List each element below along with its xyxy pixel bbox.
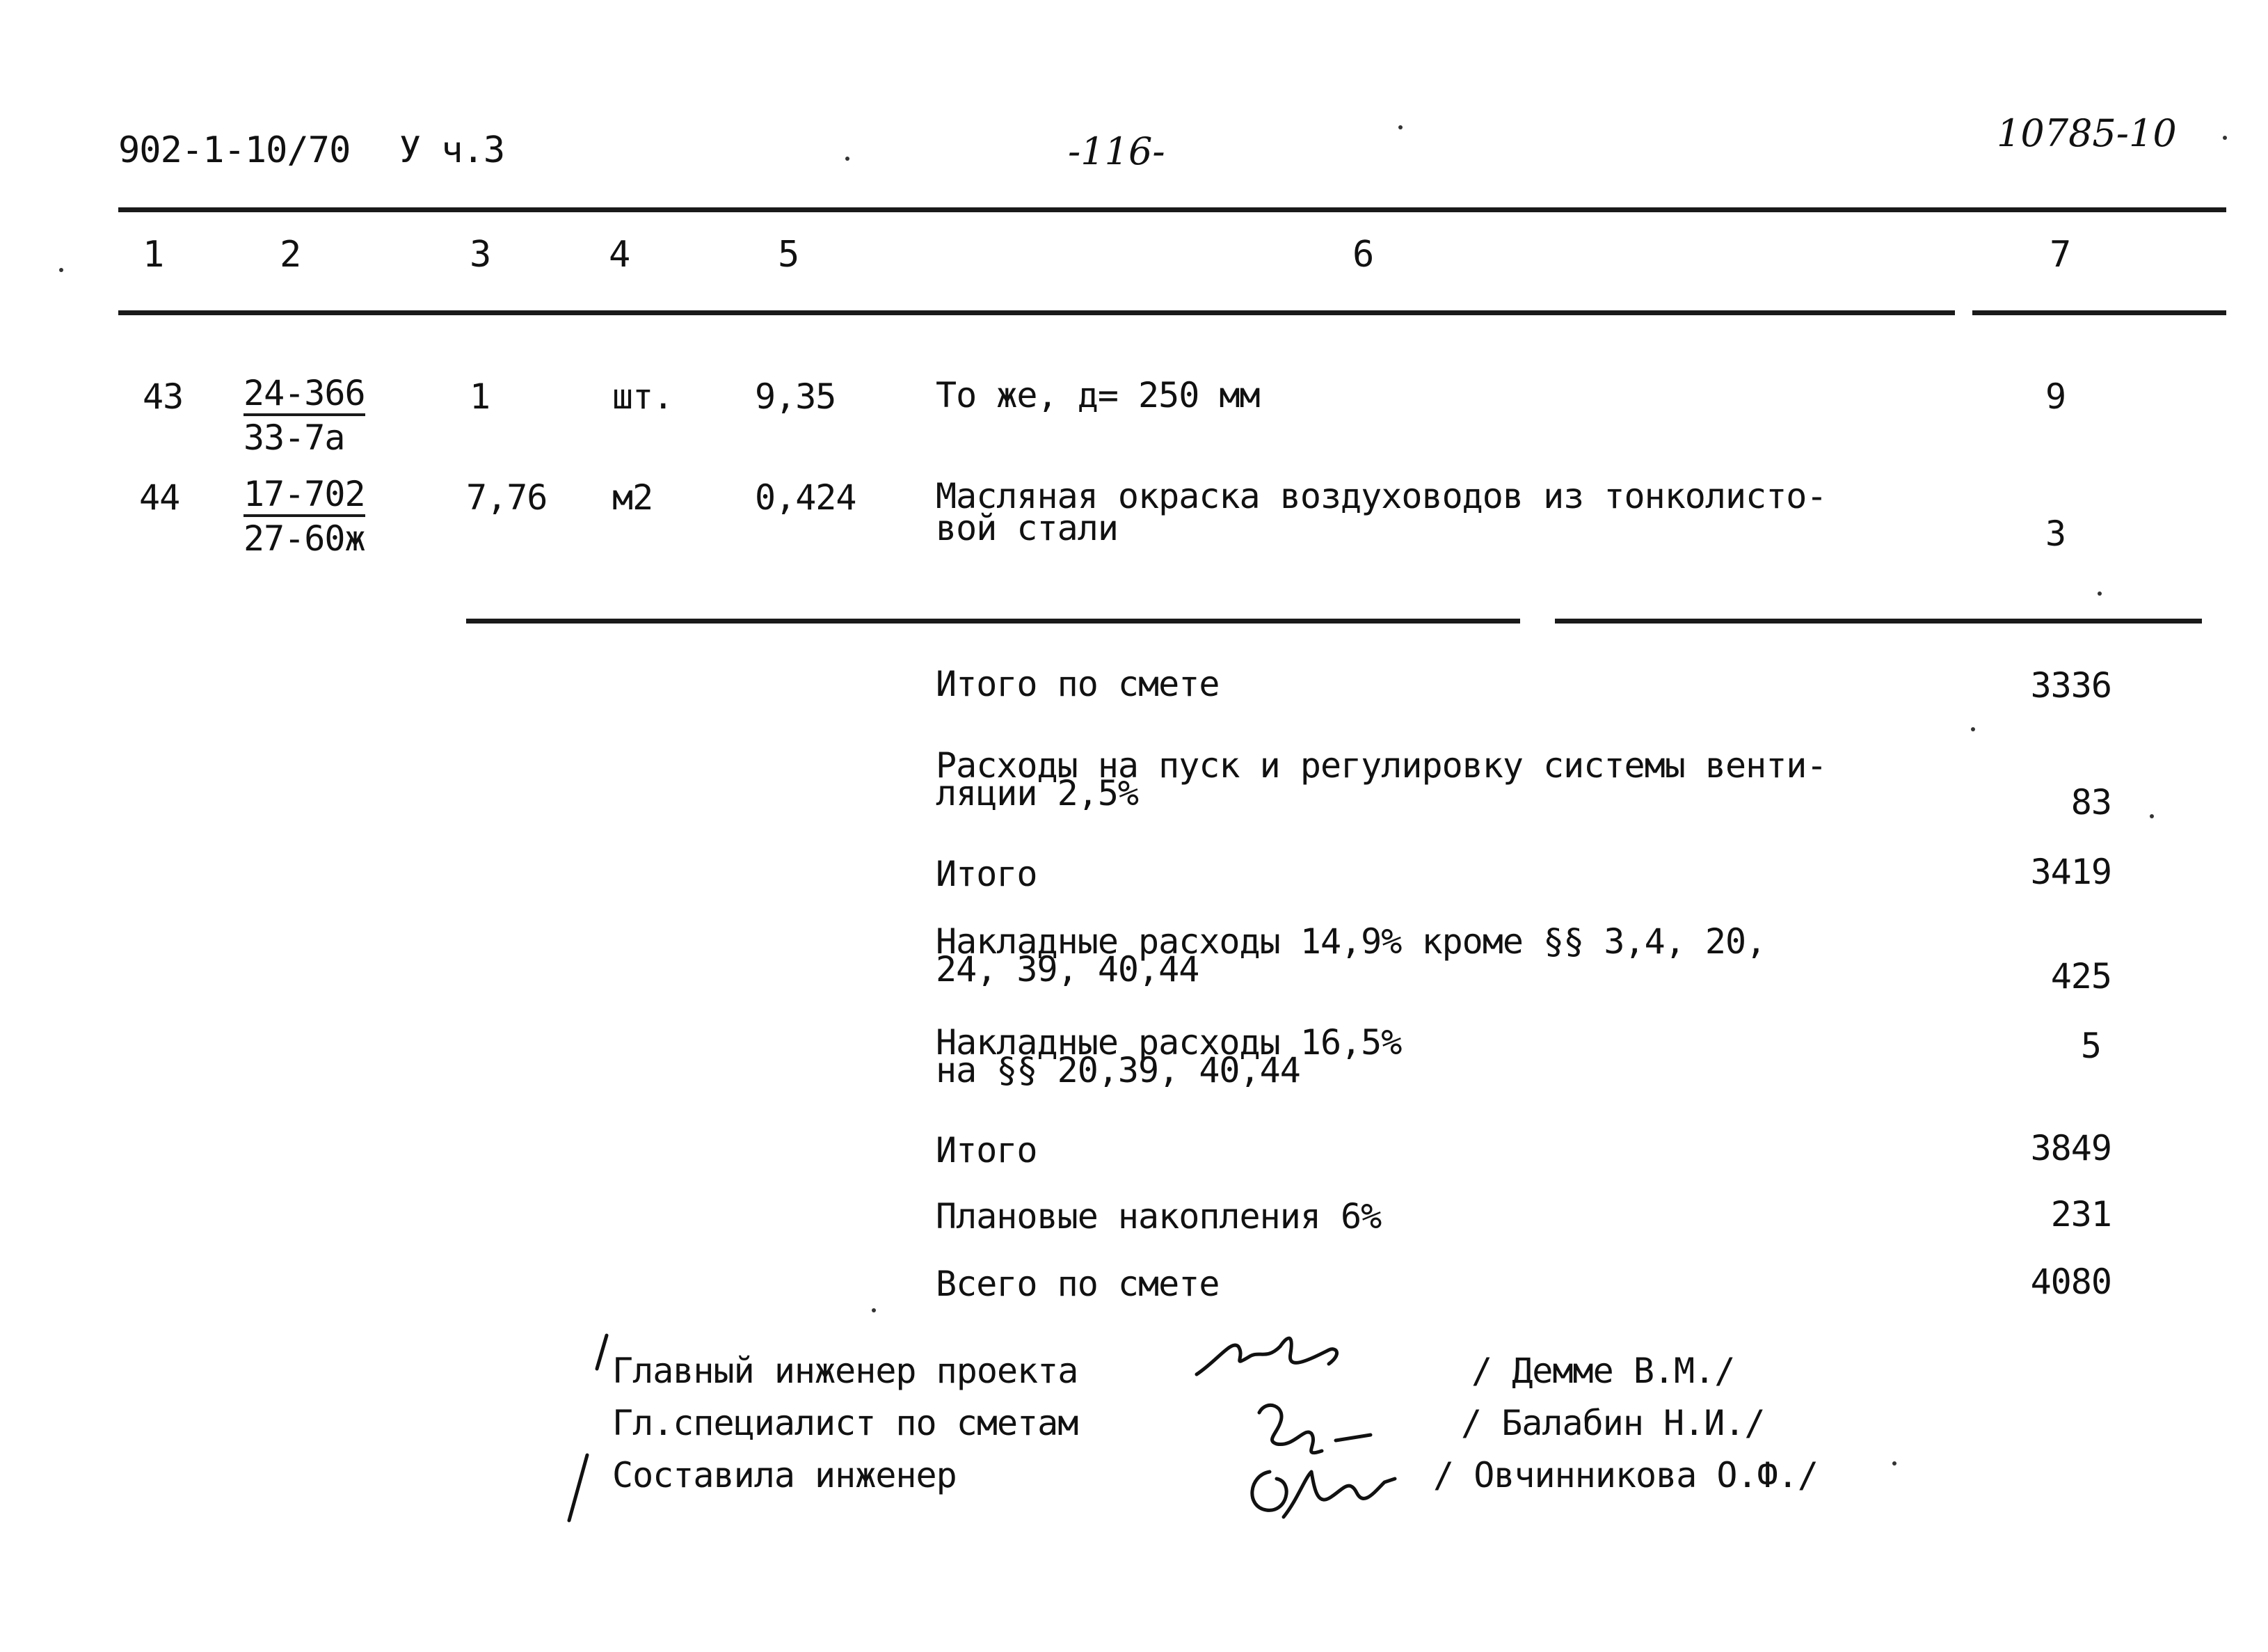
header-bottom-rule-left [118, 310, 1955, 315]
signature-name: / Демме В.М./ [1471, 1351, 1735, 1391]
row-total: 9 [2045, 376, 2066, 417]
table-top-rule [118, 207, 2226, 212]
header-bottom-rule-right [1972, 310, 2226, 315]
signature-role: Гл.специалист по сметам [612, 1403, 1078, 1443]
code-bottom: 33-7а [243, 418, 345, 458]
code-top: 17-702 [243, 477, 365, 517]
margin-slash-mark [564, 1451, 591, 1527]
handwritten-signature [1190, 1319, 1350, 1395]
row-code [243, 474, 365, 559]
summary-value: 231 [2050, 1194, 2111, 1234]
summary-value: 4080 [2030, 1262, 2111, 1302]
scan-speck [1398, 125, 1403, 129]
col-header-6: 6 [1352, 234, 1374, 276]
summary-label: Расходы на пуск и регулировку системы венти- ляции 2,5% [936, 745, 1827, 813]
summary-label: Плановые накопления 6% [936, 1196, 1382, 1237]
scan-speck [1892, 1461, 1896, 1466]
summary-value: 425 [2050, 956, 2111, 996]
page-number: -116- [1068, 129, 1165, 173]
summary-label: Итого [936, 1130, 1037, 1170]
scan-speck [59, 268, 63, 272]
col-header-4: 4 [609, 234, 630, 276]
scan-speck [1971, 727, 1975, 731]
signature-name: / Балабин Н.И./ [1461, 1403, 1765, 1443]
table-body-rule-left [466, 619, 1520, 624]
row-price: 9,35 [755, 376, 836, 417]
col-header-5: 5 [778, 234, 799, 276]
row-number: 43 [143, 376, 184, 417]
signature-role: Составила инженер [612, 1455, 957, 1495]
row-qty: 7,76 [466, 477, 548, 518]
scan-speck [2150, 814, 2154, 818]
code-bottom: 27-60ж [243, 518, 365, 559]
row-total: 3 [2045, 514, 2066, 554]
summary-label: Итого по смете [936, 664, 1220, 704]
scan-speck [872, 1308, 876, 1312]
row-number: 44 [139, 477, 180, 518]
doc-part: У ч.3 [399, 129, 505, 171]
col-header-1: 1 [143, 234, 164, 276]
signature-name: / Овчинникова О.Ф./ [1433, 1455, 1818, 1495]
summary-value: 83 [2070, 782, 2111, 823]
handwritten-signature [1235, 1451, 1402, 1534]
row-unit: м2 [612, 477, 653, 518]
row-qty: 1 [470, 376, 490, 417]
row-unit: шт. [612, 376, 673, 417]
scan-speck [845, 157, 849, 161]
summary-label: Накладные расходы 16,5% на §§ 20,39, 40,44 [936, 1022, 1402, 1090]
summary-label: Итого [936, 854, 1037, 894]
doc-code [118, 129, 505, 171]
col-header-7: 7 [2050, 234, 2071, 276]
summary-value: 3419 [2030, 852, 2111, 892]
summary-label: Накладные расходы 14,9% кроме §§ 3,4, 20, 24, 39, 40,44 [936, 921, 1766, 990]
row-code [243, 373, 365, 458]
doc-code-number: 902-1-10/70 [118, 129, 351, 171]
table-body-rule-right [1555, 619, 2202, 624]
row-description: Масляная окраска воздуховодов из тонколисто- вой стали [936, 476, 1827, 548]
signature-role: Главный инженер проекта [612, 1351, 1078, 1391]
code-top: 24-366 [243, 376, 365, 416]
summary-label: Всего по смете [936, 1264, 1220, 1304]
row-description: То же, д= 250 мм [936, 375, 1260, 415]
margin-slash-mark [591, 1333, 612, 1374]
summary-value: 3849 [2030, 1128, 2111, 1168]
scan-speck [2098, 591, 2102, 596]
summary-value: 5 [2080, 1026, 2101, 1066]
col-header-3: 3 [470, 234, 491, 276]
row-price: 0,424 [755, 477, 856, 518]
summary-value: 3336 [2030, 665, 2111, 706]
col-header-2: 2 [280, 234, 301, 276]
archive-number: 10785-10 [1997, 111, 2177, 155]
scan-speck [2223, 136, 2227, 140]
